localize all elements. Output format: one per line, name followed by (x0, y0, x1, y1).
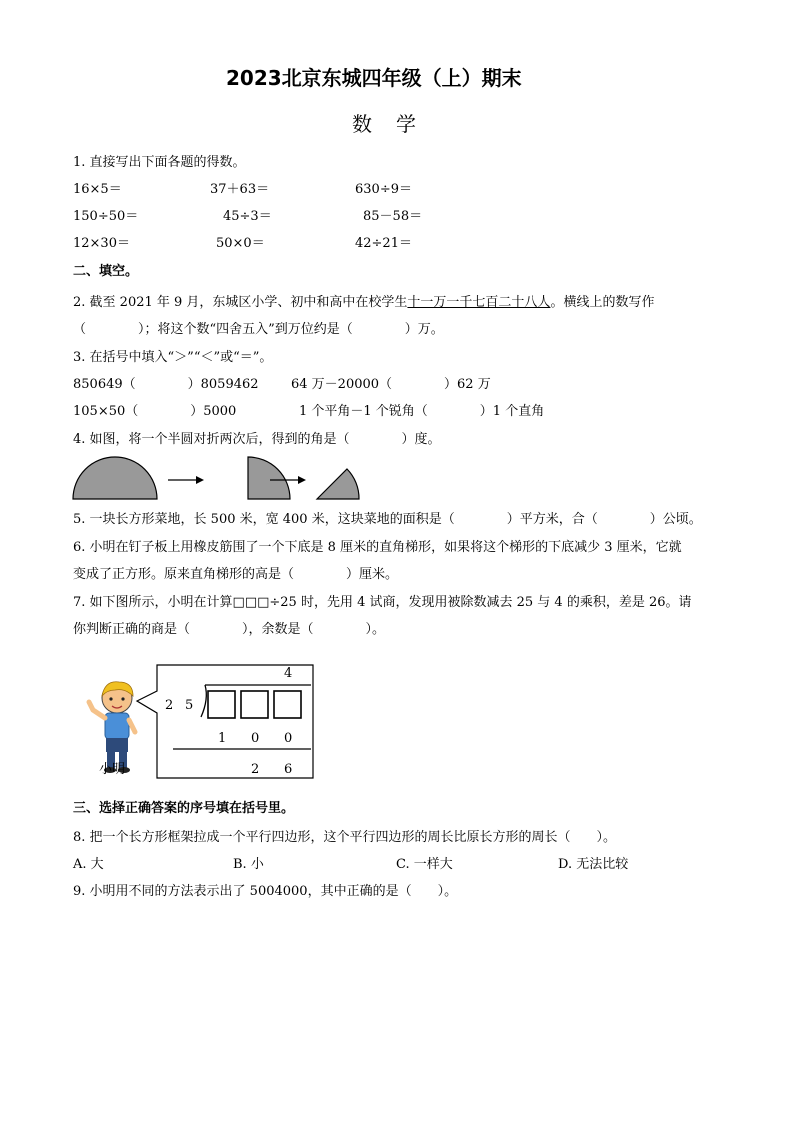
q8-option: A. 大 (73, 857, 104, 872)
remainder-digit: 2 (251, 762, 260, 777)
subject-title: 数 学 (352, 112, 418, 136)
q8-option: D. 无法比较 (558, 857, 629, 872)
q8-option: C. 一样大 (396, 857, 453, 872)
divisor-digit: 2 (165, 698, 174, 713)
product-digit: 1 (218, 731, 227, 746)
page-title: 2023北京东城四年级（上）期末 (226, 66, 522, 90)
divisor-digit: 5 (185, 698, 194, 713)
q1-item: 16×5＝ (73, 182, 122, 197)
q6-line1: 6. 小明在钉子板上用橡皮筋围了一个下底是 8 厘米的直角梯形，如果将这个梯形的下底减少 3 厘米，它就 (73, 540, 682, 555)
quarter-circle-shape (248, 457, 290, 499)
digit-box (208, 691, 235, 718)
q2-underlined-number: 十一万一千七百二十八人 (407, 295, 551, 310)
q1-item: 50×0＝ (216, 236, 265, 251)
pants (106, 738, 128, 752)
q1-item: 42÷21＝ (355, 236, 412, 251)
product-digit: 0 (251, 731, 260, 746)
q2-line2: （ ）；将这个数“四舍五入”到万位约是（ ）万。 (73, 322, 444, 337)
arrow-head (298, 476, 306, 484)
semicircle-fold-figure (70, 454, 370, 504)
q5-prompt: 5. 一块长方形菜地，长 500 米，宽 400 米，这块菜地的面积是（ ）平方米，合（ ）公顷。 (73, 512, 702, 527)
arrow-head (196, 476, 204, 484)
q4-prompt: 4. 如图，将一个半圆对折两次后，得到的角是（ ）度。 (73, 432, 441, 447)
q1-item: 12×30＝ (73, 236, 130, 251)
q2-post: 。横线上的数写作 (550, 295, 655, 310)
remainder-digit: 6 (284, 762, 293, 777)
q7-line1: 7. 如下图所示，小明在计算□□□÷25 时，先用 4 试商，发现用被除数减去 25 与 4 的乘积，差是 26。请 (73, 595, 692, 610)
q1-item: 630÷9＝ (355, 182, 412, 197)
q8-option: B. 小 (233, 857, 264, 872)
product-digit: 0 (284, 731, 293, 746)
q7-line2: 你判断正确的商是（ ），余数是（ ）。 (73, 622, 386, 637)
q3-item: 850649（ ）8059462 (73, 377, 259, 392)
q1-item: 85－58＝ (363, 209, 423, 224)
digit-box (274, 691, 301, 718)
q3-prompt: 3. 在括号中填入“＞”“＜”或“＝”。 (73, 350, 273, 365)
q1-prompt: 1. 直接写出下面各题的得数。 (73, 155, 246, 170)
section-heading: 二、填空。 (73, 264, 139, 279)
q1-item: 45÷3＝ (223, 209, 272, 224)
q8-prompt: 8. 把一个长方形框架拉成一个平行四边形，这个平行四边形的周长比原长方形的周长（ ）。 (73, 830, 617, 845)
quotient-digit: 4 (284, 666, 293, 681)
section-heading: 三、选择正确答案的序号填在括号里。 (73, 801, 295, 816)
q9-prompt: 9. 小明用不同的方法表示出了 5004000，其中正确的是（ ）。 (73, 884, 458, 899)
shirt (105, 713, 129, 739)
digit-box (241, 691, 268, 718)
q1-item: 37＋63＝ (210, 182, 270, 197)
q3-item: 64 万－20000（ ）62 万 (291, 377, 491, 392)
q2-line1 (73, 295, 654, 311)
q3-item: 105×50（ ）5000 (73, 404, 237, 419)
q3-item: 1 个平角－1 个锐角（ ）1 个直角 (299, 404, 545, 419)
eighth-circle-shape (317, 469, 359, 499)
q1-item: 150÷50＝ (73, 209, 139, 224)
q2-pre: 2. 截至 2021 年 9 月，东城区小学、初中和高中在校学生 (73, 295, 408, 310)
person-label: 小明 (99, 762, 126, 777)
semicircle-shape (73, 457, 157, 499)
q6-line2: 变成了正方形。原来直角梯形的高是（ ）厘米。 (73, 567, 399, 582)
